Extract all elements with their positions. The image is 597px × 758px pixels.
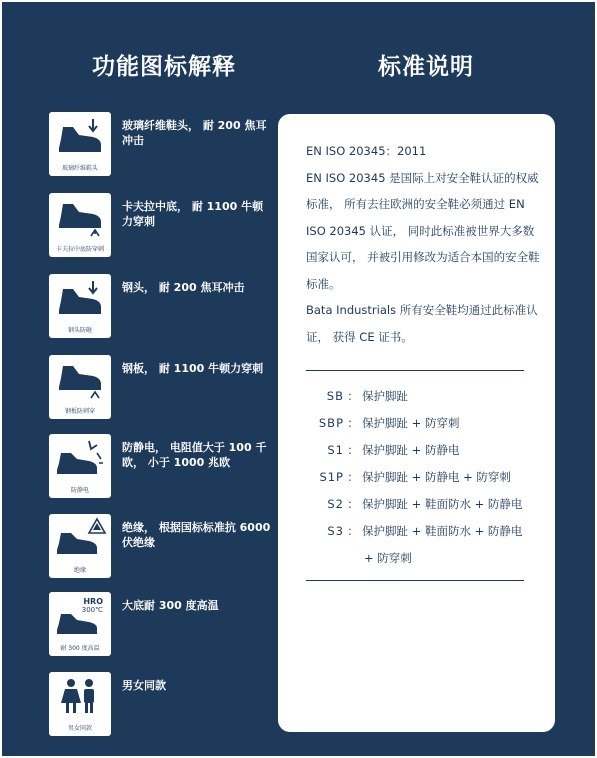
temperature-badge: 300℃ <box>81 606 103 614</box>
shoe-hro-icon <box>53 595 107 637</box>
class-colon: ： <box>347 469 359 484</box>
icon-tile <box>49 355 111 419</box>
class-code: S3 <box>327 523 344 538</box>
class-code: SB <box>326 388 344 403</box>
class-colon: ： <box>347 496 359 511</box>
class-code: S1 <box>327 442 344 457</box>
shoe-insulation-icon <box>53 517 107 559</box>
safety-class-list <box>306 382 546 571</box>
icon-description: 玻璃纤维鞋头， 耐 200 焦耳冲击 <box>122 119 267 147</box>
class-description: 保护脚趾 + 鞋面防水 + 防静电 <box>362 496 523 511</box>
icon-description: 防静电， 电阻值大于 100 千欧， 小于 1000 兆欧 <box>122 441 267 469</box>
class-row <box>306 436 546 463</box>
class-description: + 防穿刺 <box>364 550 412 565</box>
standard-paragraph: Bata Industrials 所有安全鞋均通过此标准认证， 获得 CE 证书。 <box>306 303 538 344</box>
icon-caption: 钢头防砸 <box>67 327 92 334</box>
class-description: 保护脚趾 + 防静电 <box>362 442 460 457</box>
class-description: 保护脚趾 + 鞋面防水 + 防静电 <box>362 523 523 538</box>
class-description: 保护脚趾 + 防穿刺 <box>362 415 460 430</box>
shoe-toecap-arrow-icon <box>53 115 107 157</box>
hro-badge: HRO <box>83 597 103 606</box>
icon-tile <box>49 514 111 578</box>
class-colon: ： <box>347 415 359 430</box>
shoe-toecap-arrow-icon <box>53 277 107 319</box>
class-code: S2 <box>327 496 344 511</box>
class-row-continuation <box>306 544 546 571</box>
icon-tile <box>49 434 111 498</box>
icon-tile <box>49 592 111 656</box>
shoe-antistatic-icon <box>53 437 107 479</box>
standard-title: EN ISO 20345：2011 <box>306 144 427 158</box>
icon-caption: 防静电 <box>70 487 89 494</box>
icon-tile <box>49 672 111 736</box>
icon-description: 大底耐 300 度高温 <box>122 599 219 612</box>
standard-paragraph: EN ISO 20345 是国际上对安全鞋认证的权威标准， 所有去往欧洲的安全鞋必须通过 EN ISO 20345 认证， 同时此标准被世界大多数国家认可， 并被引用修改为适合本国的安全鞋标准。 <box>306 170 540 291</box>
icon-caption: 钢板防刺穿 <box>64 408 95 415</box>
class-row <box>306 517 546 544</box>
class-colon: ： <box>347 442 359 457</box>
class-code: S1P <box>319 469 344 484</box>
icon-caption: 卡夫拉中底防穿刺 <box>55 246 104 253</box>
divider <box>306 580 524 581</box>
icon-description: 绝缘， 根据国标标准抗 6000 伏绝缘 <box>122 521 271 549</box>
icon-caption: 绝缘 <box>73 567 86 574</box>
class-colon: ： <box>347 523 359 538</box>
icon-caption: 耐 300 度高温 <box>60 645 100 652</box>
icons-heading: 功能图标解释 <box>92 54 236 80</box>
class-row <box>306 409 546 436</box>
icon-description: 男女同款 <box>122 679 166 692</box>
icon-description: 钢板， 耐 1100 牛顿力穿刺 <box>122 362 264 375</box>
divider <box>306 370 524 371</box>
standard-heading: 标准说明 <box>378 54 474 80</box>
class-row <box>306 382 546 409</box>
standard-text <box>306 138 542 350</box>
male-female-icon <box>53 675 107 717</box>
shoe-midsole-nail-icon <box>53 196 107 238</box>
class-colon: ： <box>347 388 359 403</box>
class-row <box>306 490 546 517</box>
class-row <box>306 463 546 490</box>
class-description: 保护脚趾 <box>362 388 408 403</box>
class-code: SBP <box>318 415 344 430</box>
icon-caption: 男女同款 <box>67 725 92 732</box>
icon-tile <box>49 112 111 176</box>
icon-tile <box>49 274 111 338</box>
class-description: 保护脚趾 + 防静电 + 防穿刺 <box>362 469 511 484</box>
shoe-midsole-nail-icon <box>53 358 107 400</box>
icon-description: 钢头， 耐 200 焦耳冲击 <box>122 281 245 294</box>
icon-caption: 玻璃纤维鞋头 <box>61 165 98 172</box>
icon-description: 卡夫拉中底， 耐 1100 牛顿力穿刺 <box>122 200 264 228</box>
standard-card <box>278 114 555 732</box>
icon-tile <box>49 193 111 257</box>
page-background <box>2 2 595 756</box>
